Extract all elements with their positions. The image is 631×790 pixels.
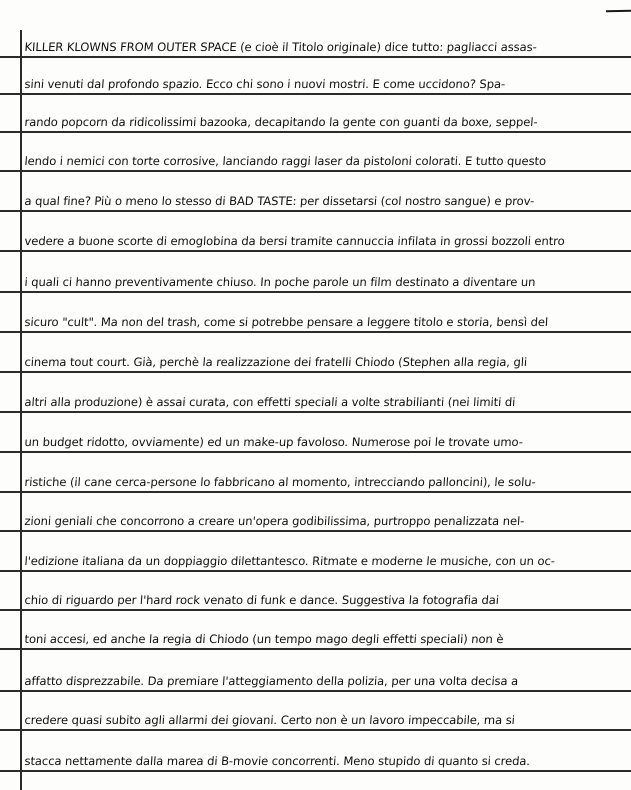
ruled-line [0, 451, 631, 453]
ruled-line [0, 770, 631, 772]
ruled-line [0, 690, 631, 692]
ruled-line [0, 331, 631, 333]
text-line: KILLER KLOWNS FROM OUTER SPACE (e cioè il Titolo originale) dice tutto: pagliacci assas- [24, 40, 538, 54]
text-line: lendo i nemici con torte corrosive, lanciando raggi laser da pistoloni colorati. E tutto questo [24, 154, 547, 168]
text-line: i quali ci hanno preventivamente chiuso. In poche parole un film destinato a diventare un [24, 275, 536, 289]
text-line: altri alla produzione) è assai curata, con effetti speciali a volte strabilianti (nei limiti di [24, 395, 516, 409]
ruled-line [0, 131, 631, 133]
text-line: toni accesi, ed anche la regia di Chiodo (un tempo mago degli effetti speciali) non è [24, 632, 504, 646]
text-line: a qual fine? Più o meno lo stesso di BAD TASTE: per dissetarsi (col nostro sangue) e prov- [24, 194, 535, 208]
ruled-line [0, 530, 631, 532]
ruled-line [0, 371, 631, 373]
ruled-line [0, 570, 631, 572]
ruled-line [0, 411, 631, 413]
ruled-line [0, 729, 631, 731]
margin-line [20, 30, 22, 790]
ruled-line [0, 491, 631, 493]
text-line: chio di riguardo per l'hard rock venato di funk e dance. Suggestiva la fotografia dai [24, 593, 500, 607]
ruled-line [0, 170, 631, 172]
ruled-line [0, 609, 631, 611]
text-line: rando popcorn da ridicolissimi bazooka, decapitando la gente con guanti da boxe, seppel- [24, 115, 539, 129]
text-line: cinema tout court. Già, perchè la realizzazione dei fratelli Chiodo (Stephen alla regia, gli [24, 355, 528, 369]
text-line: un budget ridotto, ovviamente) ed un make-up favoloso. Numerose poi le trovate umo- [24, 435, 524, 449]
ruled-line [0, 291, 631, 293]
text-line: credere quasi subito agli allarmi dei giovani. Certo non è un lavoro impeccabile, ma si [24, 713, 516, 727]
text-line: sini venuti dal profondo spazio. Ecco chi sono i nuovi mostri. E come uccidono? Spa- [24, 77, 506, 91]
pen-stroke-mark [606, 10, 631, 12]
ruled-line [0, 250, 631, 252]
text-line: stacca nettamente dalla marea di B-movie concorrenti. Meno stupido di quanto si creda. [24, 754, 531, 768]
text-line: l'edizione italiana da un doppiaggio dilettantesco. Ritmate e moderne le musiche, con un oc- [24, 554, 556, 568]
ruled-line [0, 56, 631, 58]
text-line: vedere a buone scorte di emoglobina da bersi tramite cannuccia infilata in grossi bozzoli entro [24, 234, 566, 248]
ruled-line [0, 210, 631, 212]
text-line: affatto disprezzabile. Da premiare l'atteggiamento della polizia, per una volta decisa a [24, 674, 519, 688]
text-line: ristiche (il cane cerca-persone lo fabbricano al momento, intrecciando palloncini), le solu- [24, 475, 537, 489]
text-line: zioni geniali che concorrono a creare un'opera godibilissima, purtroppo penalizzata nel- [24, 514, 525, 528]
ruled-line [0, 648, 631, 650]
text-line: sicuro "cult". Ma non del trash, come si potrebbe pensare a leggere titolo e storia, bensì del [24, 315, 549, 329]
ruled-line [0, 93, 631, 95]
